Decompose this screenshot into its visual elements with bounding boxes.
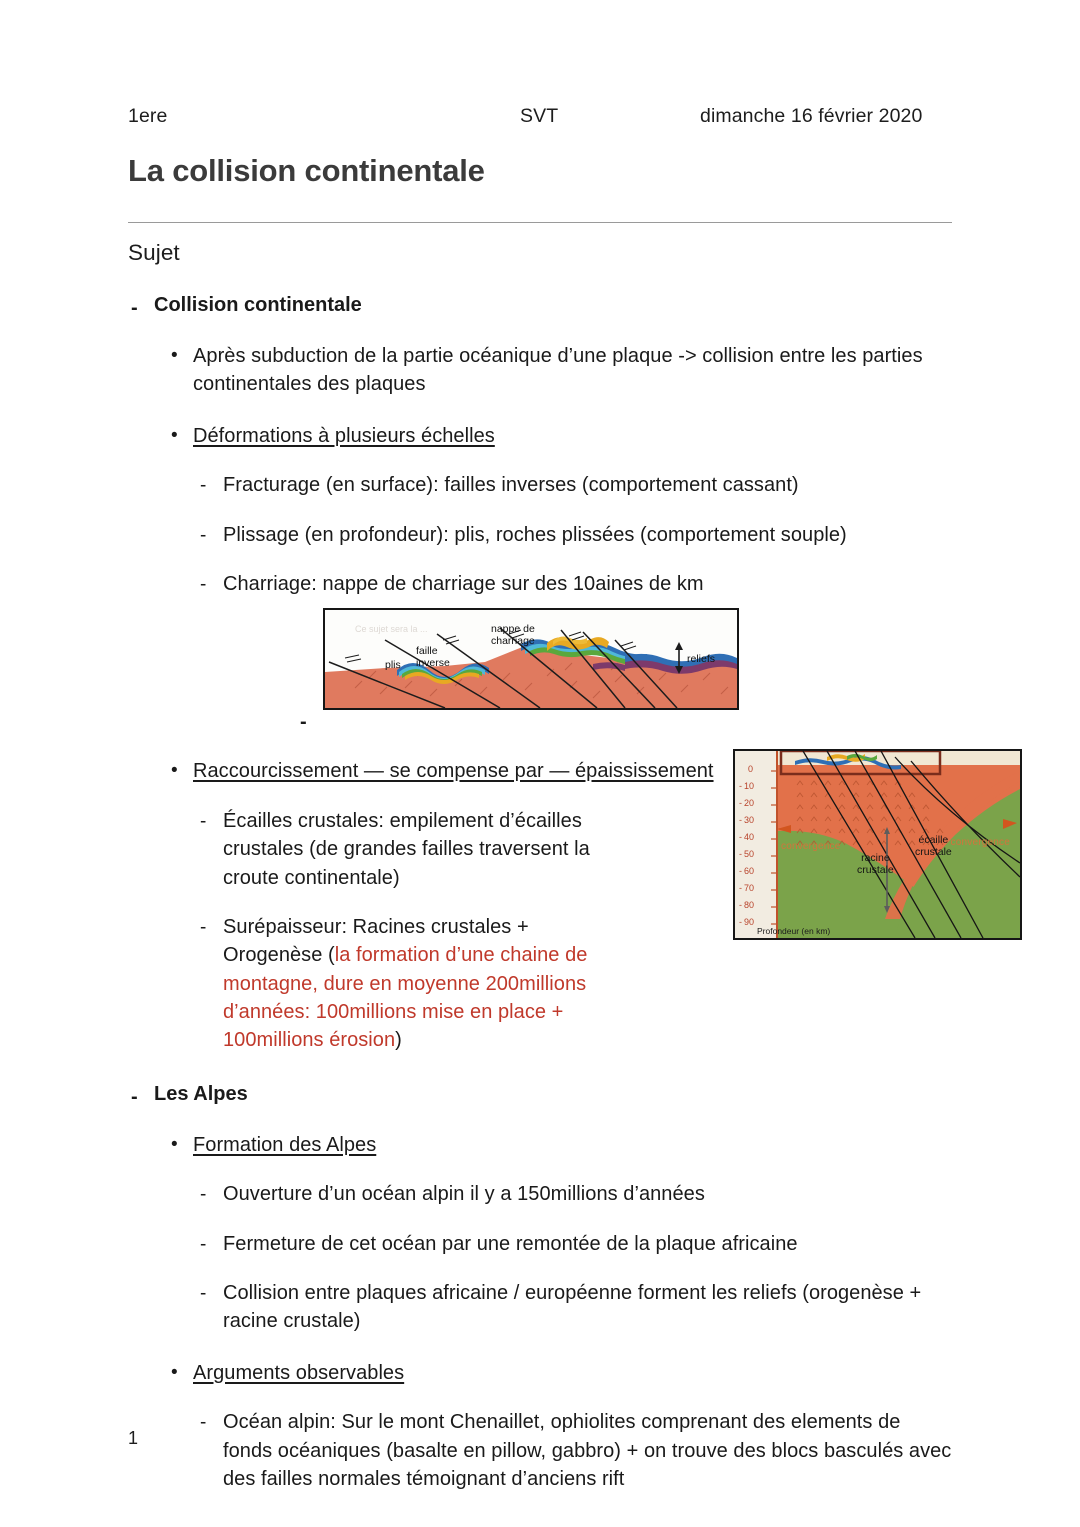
svg-text:nappe de: nappe de [491, 623, 535, 636]
list-item [128, 521, 952, 549]
list-item-text: Raccourcissement — se compense par — épaississement [193, 760, 714, 783]
list-item-text-tail: ) [395, 1029, 402, 1052]
dash-marker-icon: - [300, 711, 307, 734]
dash-marker-icon: - [131, 1085, 138, 1108]
list-item [128, 471, 952, 499]
depth-tick: 0 [748, 764, 754, 774]
bullet-dot-icon: • [171, 424, 178, 446]
dash-marker-icon: - [200, 1412, 207, 1434]
convergence-label-left: convergence [781, 841, 841, 852]
list-item-text: Écailles crustales: empilement d’écailles crustales (de grandes failles traversent la croute continentale) [223, 809, 590, 889]
list-item [128, 1180, 952, 1208]
figure-collision-cross-section-wrapper [128, 608, 952, 710]
outline-label: Collision continentale [154, 294, 362, 316]
list-item-text: Fracturage (en surface): failles inverses (comportement cassant) [223, 474, 799, 497]
horizontal-divider [128, 222, 952, 223]
dash-marker-icon: - [131, 297, 138, 319]
document-date: dimanche 16 février 2020 [700, 105, 923, 127]
list-item-text: Océan alpin: Sur le mont Chenaillet, ophiolites comprenant des elements de fonds océaniques (basalte en pillow, gabbro) + on trouve des blocs basculés avec des failles normales témoignant d’anciens rift [223, 1411, 952, 1490]
svg-text:charriage: charriage [491, 635, 535, 648]
figure-crustal-root-section [733, 749, 1022, 940]
svg-text:Ce sujet sera la ...: Ce sujet sera la ... [355, 624, 428, 635]
list-item [128, 1279, 952, 1336]
dash-marker-icon: - [200, 1283, 207, 1305]
svg-text:reliefs: reliefs [687, 653, 716, 666]
list-item-text: Plissage (en profondeur): plis, roches plissées (comportement souple) [223, 523, 847, 546]
list-item [128, 342, 952, 399]
bullet-dot-icon: • [171, 1133, 178, 1155]
list-item-text: Fermeture de cet océan par une remontée de la plaque africaine [223, 1232, 798, 1255]
page-title: La collision continentale [128, 153, 485, 188]
class-level: 1ere [128, 105, 168, 127]
convergence-label-right: convergence [950, 837, 1010, 848]
list-item [128, 1359, 952, 1387]
depth-tick: - 70 [739, 883, 754, 893]
subject-name: SVT [520, 105, 559, 127]
outline-item-les-alpes [128, 1081, 952, 1108]
list-item-text: Charriage: nappe de charriage sur des 10aines de km [223, 572, 704, 595]
ecaille-crustale-label: écaille crustale [915, 834, 952, 859]
depth-tick: - 20 [739, 798, 754, 808]
racine-crustale-label: racine crustale [857, 852, 894, 877]
outline-item-collision-continentale [128, 292, 952, 319]
dash-marker-icon: - [200, 573, 207, 595]
depth-tick: - 40 [739, 832, 754, 842]
svg-text:inverse: inverse [416, 657, 450, 670]
section-heading: Sujet [128, 240, 180, 265]
depth-axis-caption: Profondeur (en km) [757, 926, 831, 936]
bullet-dot-icon: • [171, 1361, 178, 1383]
outline-label: Les Alpes [154, 1082, 248, 1105]
depth-tick: - 30 [739, 815, 754, 825]
list-item-text: Arguments observables [193, 1361, 405, 1384]
list-item-text: Formation des Alpes [193, 1133, 377, 1156]
dash-marker-icon: - [200, 1233, 207, 1255]
list-item-text [223, 913, 622, 1055]
bullet-dot-icon: • [171, 345, 178, 366]
depth-tick: - 50 [739, 849, 754, 859]
list-item-text: Ouverture d’un océan alpin il y a 150millions d’années [223, 1183, 705, 1206]
svg-text:faille: faille [416, 645, 438, 658]
svg-text:plis: plis [385, 659, 401, 672]
list-item-text: Déformations à plusieurs échelles [193, 424, 495, 447]
list-item-text: Collision entre plaques africaine / européenne forment les reliefs (orogenèse + racine crustale) [223, 1282, 922, 1333]
list-item-text: Après subduction de la partie océanique d’une plaque -> collision entre les parties continentales des plaques [193, 345, 923, 396]
bullet-dot-icon: • [171, 760, 178, 782]
depth-tick: - 90 [739, 917, 754, 927]
cross-section-svg [325, 610, 737, 708]
list-item-text-black: Surépaisseur: Racines crustales + Orogenèse ( [223, 915, 529, 967]
list-item [128, 570, 952, 598]
page-number: 1 [128, 1428, 139, 1448]
list-item-text-highlighted: la formation d’une chaine de montagne, dure en moyenne 200millions d’années: 100millions mise en place + 100millions érosion [223, 944, 588, 1052]
depth-tick: - 80 [739, 900, 754, 910]
list-item [128, 422, 952, 450]
list-item [128, 1408, 952, 1493]
dash-marker-icon: - [200, 524, 207, 546]
dash-marker-icon: - [200, 1184, 207, 1206]
dash-marker-icon: - [200, 810, 207, 832]
dash-marker-icon: - [200, 916, 207, 938]
depth-tick: - 60 [739, 866, 754, 876]
document-header [128, 105, 952, 131]
list-item [128, 1230, 952, 1258]
depth-tick: - 10 [739, 781, 754, 791]
dash-marker-icon: - [200, 475, 207, 497]
figure-collision-cross-section [323, 608, 739, 710]
list-item [128, 1131, 952, 1159]
